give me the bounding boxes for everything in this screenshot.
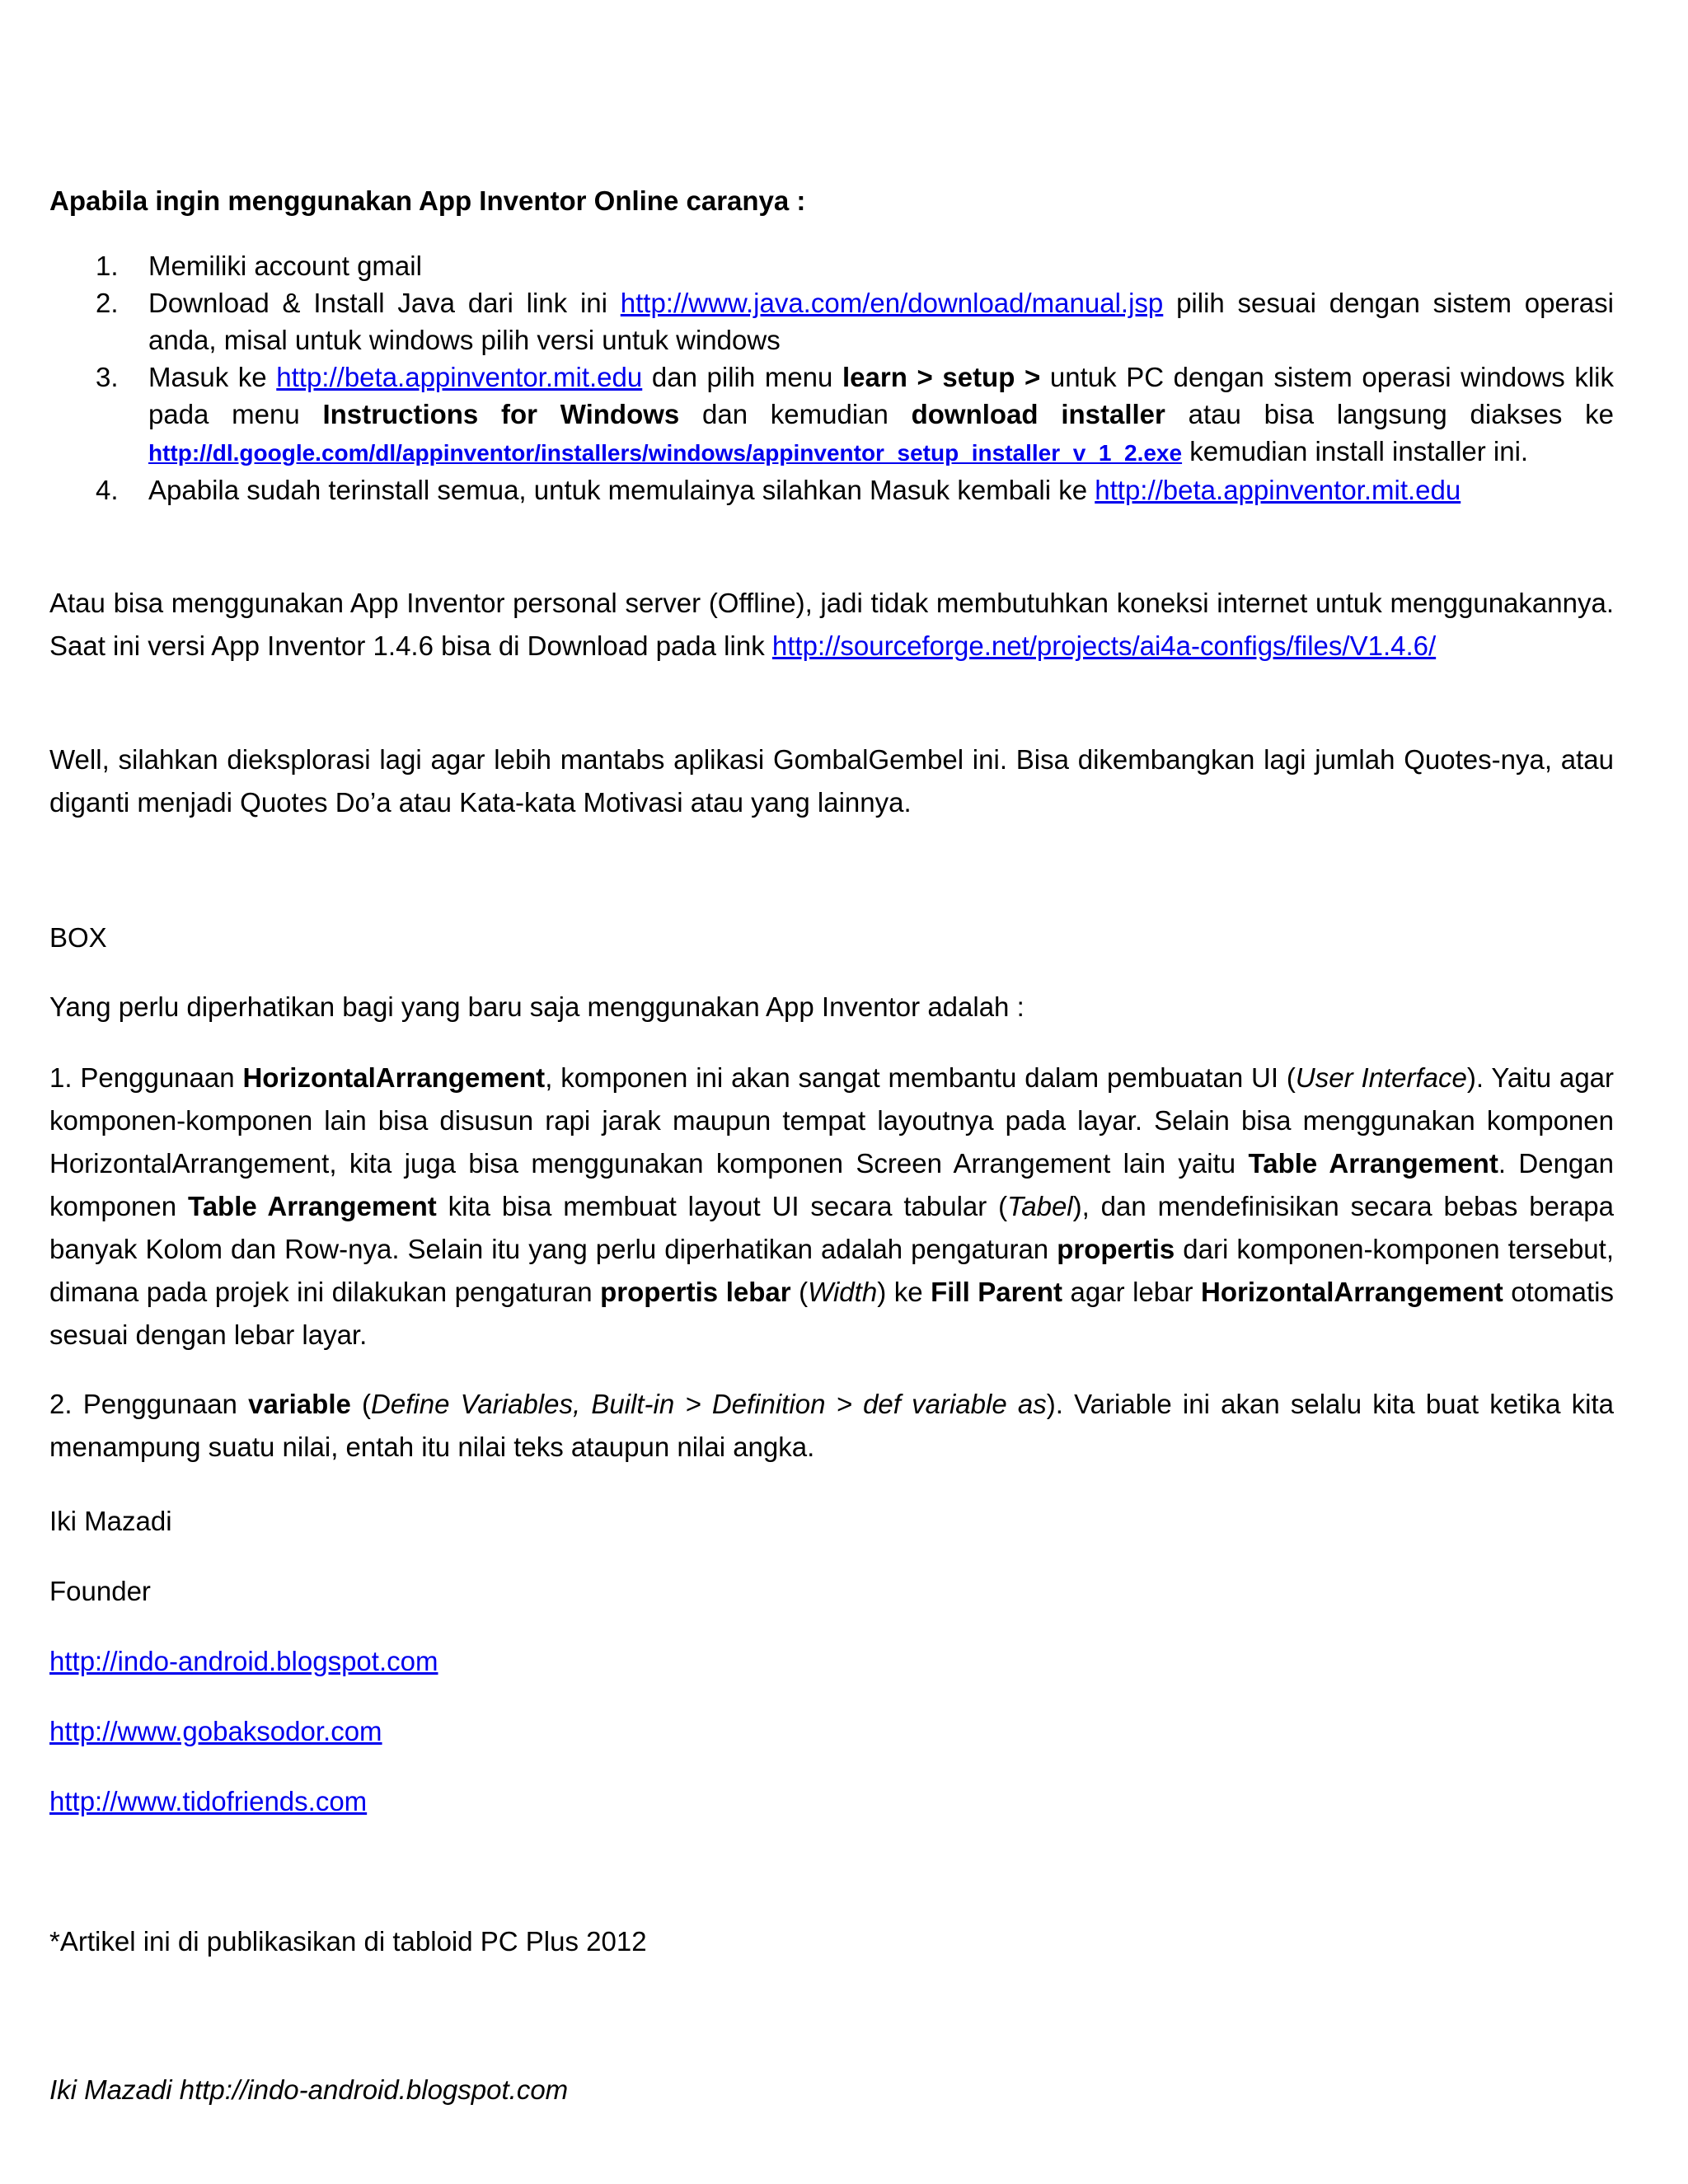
step-text: pilih sesuai dengan sistem operasi anda, misal untuk windows pilih versi untuk windows <box>148 288 1614 355</box>
gobaksodor-link[interactable]: http://www.gobaksodor.com <box>49 1716 382 1746</box>
box-label: BOX <box>49 922 107 953</box>
paragraph-text: dari komponen-komponen tersebut, dimana pada projek ini dilakukan pengaturan <box>49 1234 1614 1307</box>
list-item <box>96 247 1614 284</box>
appinventor-link[interactable]: http://beta.appinventor.mit.edu <box>1095 475 1461 505</box>
publication-note: *Artikel ini di publikasikan di tabloid PC Plus 2012 <box>49 1926 647 1957</box>
author-link-blog <box>49 1640 1614 1683</box>
section-heading: Apabila ingin menggunakan App Inventor Online caranya : <box>49 185 806 216</box>
document-page <box>49 0 1614 2184</box>
bold-text: Instructions for Windows <box>322 399 680 429</box>
bold-text: Fill Parent <box>931 1277 1062 1307</box>
java-download-link[interactable]: http://www.java.com/en/download/manual.jsp <box>620 288 1164 318</box>
box-point-2 <box>49 1383 1614 1469</box>
step-text: kemudian install installer ini. <box>1182 436 1529 466</box>
paragraph-text: 2. Penggunaan <box>49 1389 249 1419</box>
paragraph-text: ( <box>790 1277 809 1307</box>
installer-download-link[interactable]: http://dl.google.com/dl/appinventor/installers/windows/appinventor_setup_installer_v_1_2.exe <box>148 440 1183 466</box>
box-point-1 <box>49 1057 1614 1357</box>
well-paragraph: Well, silahkan dieksplorasi lagi agar lebih mantabs aplikasi GombalGembel ini. Bisa dikembangkan lagi jumlah Quotes-nya, atau diganti menjadi Quotes Do’a atau Kata-kata Motivasi atau yang lainnya. <box>49 744 1614 818</box>
list-number: 4. <box>96 475 119 505</box>
bold-text: Table Arrangement <box>187 1191 437 1221</box>
italic-text: User Interface <box>1295 1062 1467 1093</box>
list-number: 2. <box>96 288 119 318</box>
steps-list <box>49 247 1614 509</box>
bold-text: learn > setup > <box>842 362 1041 392</box>
step-text: Memiliki account gmail <box>148 251 422 281</box>
bold-text: Table Arrangement <box>1248 1148 1498 1179</box>
list-item <box>96 471 1614 509</box>
author-name: Iki Mazadi <box>49 1506 172 1536</box>
paragraph-text: ( <box>350 1389 372 1419</box>
appinventor-link[interactable]: http://beta.appinventor.mit.edu <box>276 362 643 392</box>
bold-text: download installer <box>911 399 1165 429</box>
bold-text: propertis <box>1057 1234 1175 1264</box>
paragraph-text: ), dan mendefinisikan secara bebas berapa banyak Kolom dan Row-nya. Selain itu yang perlu diperhatikan adalah pengaturan <box>49 1191 1615 1264</box>
tidofriends-link[interactable]: http://www.tidofriends.com <box>49 1786 368 1816</box>
paragraph-text: . Dengan komponen <box>49 1148 1614 1221</box>
step-text: dan kemudian <box>679 399 912 429</box>
step-text: atau bisa langsung diakses ke <box>1165 399 1614 429</box>
step-text: dan pilih menu <box>642 362 842 392</box>
bold-text: propertis lebar <box>600 1277 791 1307</box>
step-text: untuk PC dengan sistem operasi windows klik pada menu <box>148 362 1615 429</box>
author-link-gobaksodor <box>49 1710 1614 1753</box>
bold-text: variable <box>248 1389 351 1419</box>
list-number: 1. <box>96 251 119 281</box>
box-intro: Yang perlu diperhatikan bagi yang baru saja menggunakan App Inventor adalah : <box>49 991 1025 1022</box>
author-link-tidofriends <box>49 1780 1614 1823</box>
paragraph-text: 1. Penggunaan <box>49 1062 243 1093</box>
blog-link[interactable]: http://indo-android.blogspot.com <box>49 1646 438 1676</box>
paragraph-text: Atau bisa menggunakan App Inventor personal server (Offline), jadi tidak membutuhkan koneksi internet untuk menggunakannya. Saat ini versi App Inventor 1.4.6 bisa di Download pada link <box>49 588 1614 661</box>
step-text: Apabila sudah terinstall semua, untuk memulainya silahkan Masuk kembali ke <box>148 475 1095 505</box>
page-footer: Iki Mazadi http://indo-android.blogspot.com <box>49 2074 569 2105</box>
italic-text: Width <box>808 1277 878 1307</box>
paragraph-text: ). Yaitu agar komponen-komponen lain bisa disusun rapi jarak maupun tempat layoutnya pada layar. Selain bisa menggunakan komponen HorizontalArrangement, kita juga bisa menggunakan komponen Screen Arrangement lain yaitu <box>49 1062 1615 1179</box>
italic-text: Tabel <box>1007 1191 1073 1221</box>
author-role: Founder <box>49 1576 151 1606</box>
sourceforge-link[interactable]: http://sourceforge.net/projects/ai4a-configs/files/V1.4.6/ <box>771 630 1437 661</box>
step-text: Download & Install Java dari link ini <box>148 288 621 318</box>
step-text: Masuk ke <box>148 362 277 392</box>
italic-text: Define Variables, Built-in > Definition > def variable as <box>371 1389 1047 1419</box>
list-item <box>96 284 1614 359</box>
list-number: 3. <box>96 362 119 392</box>
list-item <box>96 359 1615 471</box>
paragraph-text: ). Variable ini akan selalu kita buat ketika kita menampung suatu nilai, entah itu nilai teks ataupun nilai angka. <box>49 1389 1614 1462</box>
bold-text: HorizontalArrangement <box>242 1062 546 1093</box>
paragraph-text: agar lebar <box>1062 1277 1202 1307</box>
offline-paragraph <box>49 582 1614 668</box>
paragraph-text: kita bisa membuat layout UI secara tabular ( <box>436 1191 1008 1221</box>
paragraph-text: ) ke <box>877 1277 931 1307</box>
paragraph-text: otomatis sesuai dengan lebar layar. <box>49 1277 1614 1350</box>
paragraph-text: , komponen ini akan sangat membantu dalam pembuatan UI ( <box>545 1062 1296 1093</box>
bold-text: HorizontalArrangement <box>1201 1277 1503 1307</box>
